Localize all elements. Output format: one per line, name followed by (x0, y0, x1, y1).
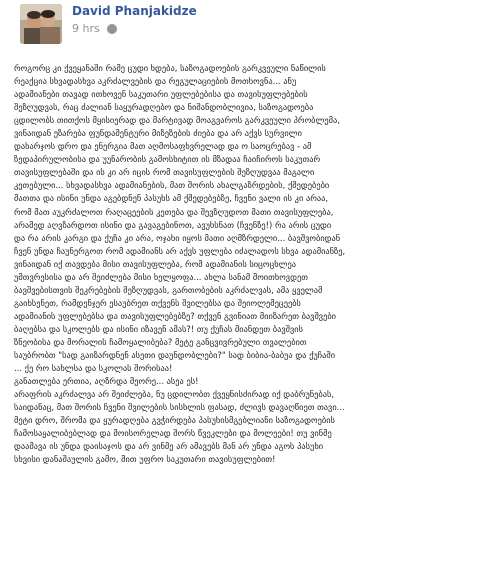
post-text-line: შეზღუდვას, რაც ძალიან საყურადღებო და ნიშანდობლივია, საზოგადოება (14, 102, 314, 113)
post-text-line: ბავშვებისთვის შეკრებების შეზღუდვას, გართობების აკრძალვას, ამა ყველამ (14, 284, 323, 295)
post-text-line: ზედაპირულობისა და უუნარობის გამოსხიტით ის მზადაა ჩაიჩიროს საკუთარ (14, 154, 321, 165)
post-text-line: არამედ აღვზარდოთ ისინი და გავაგებინოთ, ავუხსნათ (ჩვენზე!) რა არის ცუდი (14, 219, 332, 230)
post-body-text (14, 62, 481, 466)
post-text-line: საუბრობთ "სად გაიზარდნენ ასეთი დაუნდობლები?" სად ბიბია-ბაბუა და ქუჩაში (14, 350, 336, 361)
post-text-line: თავისუფლებაში და ის კი არ იცის რომ თავისუფლების შეზღუდვაა მაგალი (14, 167, 315, 178)
post-text-line: ცდილობს თითქოს მყისიერად და მარტივად მოაგვაროს გარკვეული პრობლემა, (14, 115, 340, 126)
post-text-line: და რა არის კარგი და ქუჩა კი არა, ოჯახი იყოს მათი აღმზრდელი... ბავშვობიდან (14, 232, 341, 243)
post-text-line: ადამიანები თავად ითხოვენ საკუთარი უფლებებისა და თავისუფლებების (14, 89, 308, 100)
globe-icon (107, 24, 117, 34)
post-text-line: ვინაიდან ეზარება ფუნდამენტური მიზეზების ძიება და არ აქვს სურვილი (14, 128, 302, 139)
post-text-line: როგორც კი ქვეყანაში რამე ცუდი ხდება, საზოგადოების გარკვეული ნაწილის (14, 63, 326, 73)
post-text-line: სხვისი დანაშაულის გამო, მით უფრო საკუთარი თავისუფლებით! (14, 454, 276, 465)
author-avatar[interactable] (20, 4, 62, 44)
post-text-line: ... ქე რო სახლსა და სკოლას შორისაა! (14, 363, 173, 374)
post-text-line: რეაქცია სხვადასხვა აკრძალვების და რეგულაციების მოთხოვნა... ანუ (14, 76, 297, 87)
post-text-line: განათლება ერთია, აღზრდა მეორე... ასეა ეს! (14, 376, 199, 387)
post-text-line: ზნეობისა და მორალის ჩამოყალიბება? მეტე განცვივრებული თვალებით (14, 336, 307, 347)
post-text-line: მათთა და ისინი უნდა აგებდნენ პასუხს ამ ქმედებებზე, ჩვენი ვალი ის კი არაა, (14, 193, 329, 204)
post-text-line: ვინაიდან იქ თავდება მისი თავისუფლება, რომ ადამიანის სიცოცხლეა (14, 258, 297, 269)
timestamp-text: 9 hrs (72, 22, 100, 35)
post-text-line: უმთვრესისა და არ შეიძლება მისი ხელყოფა... ახლა სანამ მოითხოვდეთ (14, 271, 308, 282)
post-text-line: ბაღებსა და სკოლებს და ისინი იზავენ ამას?! თუ ქუჩას მიანდეთ ბავშვის (14, 323, 303, 334)
post-timestamp[interactable] (72, 22, 117, 35)
post-text-line: გაიხსენეთ, რამდენჯერ ესაუბრეთ თქვენს შვილებსა და შეიოლემეცეებს (14, 297, 301, 308)
post-text-line: რომ მათ აუკრძალოთ რაღაცეების კეთება და შევზღუდოთ მათი თავისუფლება, (14, 206, 334, 217)
post-text-line: საიდანაც, მათ შორის ჩვენი შვილების სისხლის ფასად, ძლივს დავაღწიეთ თავი... (14, 402, 345, 413)
author-name-link[interactable]: David Phanjakidze (72, 4, 197, 18)
post-text-line: ადამიანის უფლებებსა და თავისუფლებებზე? თქვენ გვინიათ მიიზარეთ ბავშვები (14, 310, 337, 321)
avatar-image (20, 4, 62, 44)
post-text-line: ჩამოსაყალიბებლად და მოისორელად შორს წვეკლები და მოლეები! თუ ვინმე (14, 428, 332, 439)
post-text-line: არაფრის აკრძალვა არ შეიძლება, ნუ ცდილობთ ქვეყნისძირად იქ დაბრუნებას, (14, 389, 335, 400)
post-header (10, 0, 485, 56)
post-text-line: მეტი დრო, შრომა და ყურადღება გვჭირდება პასუხისმგებლიანი საზოგადოების (14, 415, 335, 426)
post-text-line: დაამავა ის უნდა დაისაჯოს და არ ვინმე არ ამავებს მან არ უნდა აგოს პასუხი (14, 441, 324, 452)
post-text-line: ჩვენ უნდა ჩაუნერგოთ რომ ადამიანს არ აქვს უფლება იძალადოს სხვა ადამიანზე, (14, 245, 346, 256)
post-text-line: დახარჯოს დრო და ენერგია მათ აღმოსაფხვრელად და ო საოცრებავ - ამ (14, 141, 312, 152)
post-text-line: კეთებული... სხვადასხვა ადამიანების, მათ შორის ახალგაზრდების, ქმედებები (14, 180, 330, 191)
